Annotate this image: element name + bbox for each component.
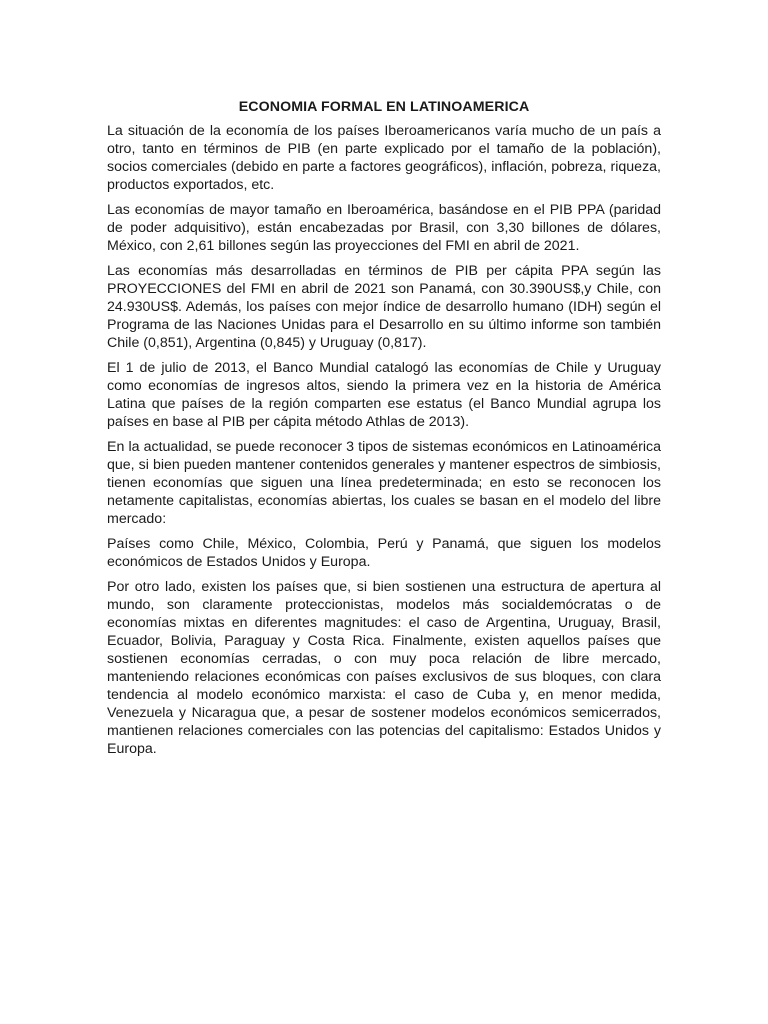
paragraph-developed-economies: Las economías más desarrolladas en términos de PIB per cápita PPA según las PROYECCIONES del FMI en abril de 2021 son Panamá, con 30.390US$,y Chile, con 24.930US$. Además, los países con mejor índice de desarrollo humano (IDH) según el Programa de las Naciones Unidas para el Desarrollo en su último informe son también Chile (0,851), Argentina (0,845) y Uruguay (0,817). <box>107 263 661 351</box>
document-body <box>107 98 661 765</box>
page-title: ECONOMIA FORMAL EN LATINOAMERICA <box>238 99 530 115</box>
paragraph-economic-systems: En la actualidad, se puede reconocer 3 tipos de sistemas económicos en Latinoamérica que, si bien pueden mantener contenidos generales y mantener espectros de simbiosis, tienen economías que siguen una línea predeterminada; en esto se reconocen los netamente capitalistas, economías abiertas, los cuales se basan en el modelo del libre mercado: <box>107 439 661 527</box>
paragraph-economic-situation: La situación de la economía de los países Iberoamericanos varía mucho de un país a otro, tanto en términos de PIB (en parte explicado por el tamaño de la población), socios comerciales (debido en parte a factores geográficos), inflación, pobreza, riqueza, productos exportados, etc. <box>107 123 661 193</box>
paragraph-mixed-and-closed-economies: Por otro lado, existen los países que, si bien sostienen una estructura de apertura al mundo, son claramente proteccionistas, modelos más socialdemócratas o de economías mixtas en diferentes magnitudes: el caso de Argentina, Uruguay, Brasil, Ecuador, Bolivia, Paraguay y Costa Rica. Finalmente, existen aquellos países que sostienen economías cerradas, o con muy poca relación de libre mercado, manteniendo relaciones económicas con países exclusivos de sus bloques, con clara tendencia al modelo económico marxista: el caso de Cuba y, en menor medida, Venezuela y Nicaragua que, a pesar de sostener modelos económicos semicerrados, mantienen relaciones comerciales con las potencias del capitalismo: Estados Unidos y Europa. <box>107 579 661 757</box>
paragraph-world-bank: El 1 de julio de 2013, el Banco Mundial catalogó las economías de Chile y Uruguay como economías de ingresos altos, siendo la primera vez en la historia de América Latina que países de la región comparten ese estatus (el Banco Mundial agrupa los países en base al PIB per cápita método Athlas de 2013). <box>107 360 661 430</box>
paragraph-largest-economies: Las economías de mayor tamaño en Iberoamérica, basándose en el PIB PPA (paridad de poder adquisitivo), están encabezadas por Brasil, con 3,30 billones de dólares, México, con 2,61 billones según las proyecciones del FMI en abril de 2021. <box>107 202 661 254</box>
paragraph-free-market-countries: Países como Chile, México, Colombia, Perú y Panamá, que siguen los modelos económicos de Estados Unidos y Europa. <box>107 536 661 570</box>
